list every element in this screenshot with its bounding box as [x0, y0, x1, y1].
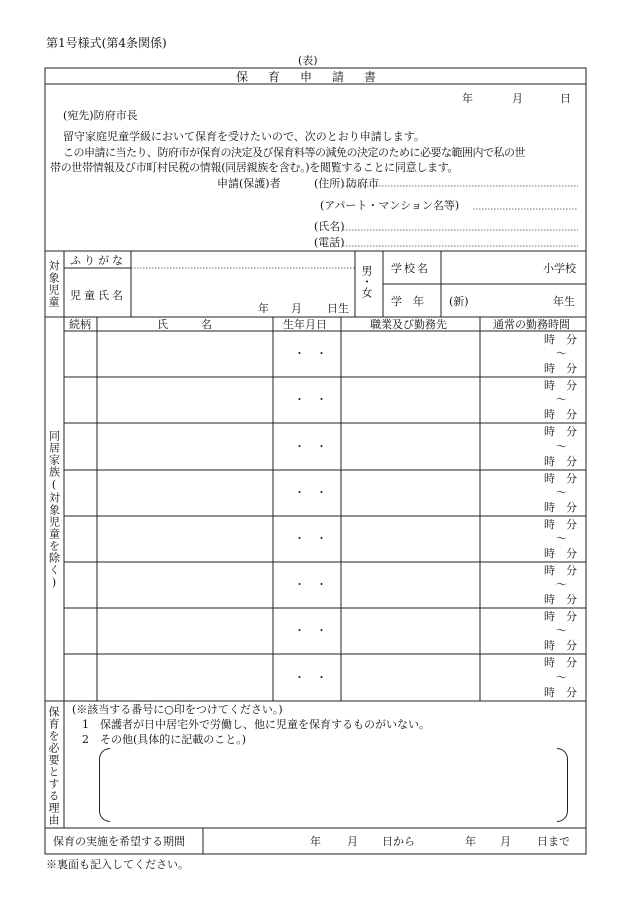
hours-separator: 〜 [556, 393, 567, 406]
reason-option-2[interactable]: 2 その他(具体的に記載のこと。) [82, 733, 247, 746]
family-relation-field[interactable] [66, 379, 95, 421]
statement-apply: 留守家庭児童学級において保育を受けたいので、次のとおり申請します。 [63, 130, 425, 143]
col-dob: 生年月日 [283, 318, 327, 331]
col-hours: 通常の勤務時間 [493, 318, 570, 331]
grade-suffix: 年生 [553, 295, 575, 308]
hours-from[interactable]: 時 分 [544, 564, 577, 577]
apartment-field[interactable] [474, 198, 578, 210]
statement-consent-2: 帯の世帯情報及び市町村民税の情報(同居親族を含む。)を閲覧することに同意します。 [50, 161, 459, 174]
period-from-year: 年 [310, 835, 321, 848]
col-job: 職業及び勤務先 [370, 318, 447, 331]
dob-dots[interactable]: ・ ・ [294, 624, 327, 637]
school-field[interactable] [443, 260, 539, 280]
school-suffix: 小学校 [543, 262, 576, 275]
period-to-month: 月 [500, 835, 511, 848]
period-from-day: 日から [382, 835, 415, 848]
family-job-field[interactable] [343, 333, 478, 375]
date-year-label: 年 [462, 92, 473, 105]
family-name-field[interactable] [99, 472, 271, 514]
hours-to[interactable]: 時 分 [544, 408, 577, 421]
family-relation-field[interactable] [66, 656, 95, 699]
family-job-field[interactable] [343, 425, 478, 468]
hours-from[interactable]: 時 分 [544, 518, 577, 531]
hours-to[interactable]: 時 分 [544, 455, 577, 468]
applicant-label: 申請(保護)者 [217, 177, 281, 190]
family-job-field[interactable] [343, 518, 478, 560]
hours-separator: 〜 [556, 578, 567, 591]
furigana-label: ふりがな [70, 254, 126, 267]
hours-from[interactable]: 時 分 [544, 425, 577, 438]
family-section-label: 同居家族(対象児童を除く) [47, 430, 61, 590]
family-relation-field[interactable] [66, 564, 95, 606]
birth-day-label: 日生 [327, 302, 349, 315]
hours-to[interactable]: 時 分 [544, 547, 577, 560]
hours-to[interactable]: 時 分 [544, 501, 577, 514]
reason-detail-field[interactable] [112, 750, 554, 818]
col-relation: 続柄 [69, 318, 91, 331]
furigana-field[interactable] [133, 253, 353, 267]
applicant-name-field[interactable] [343, 219, 578, 231]
family-job-field[interactable] [343, 472, 478, 514]
address-field[interactable]: 防府市 [346, 177, 379, 190]
family-name-field[interactable] [99, 379, 271, 421]
date-month-label: 月 [512, 92, 523, 105]
dob-dots[interactable]: ・ ・ [294, 486, 327, 499]
hours-from[interactable]: 時 分 [544, 656, 577, 669]
family-job-field[interactable] [343, 564, 478, 606]
period-to-year: 年 [465, 835, 476, 848]
hours-to[interactable]: 時 分 [544, 686, 577, 699]
family-relation-field[interactable] [66, 518, 95, 560]
grade-field[interactable] [480, 292, 550, 312]
family-name-field[interactable] [99, 518, 271, 560]
dob-dots[interactable]: ・ ・ [294, 393, 327, 406]
family-job-field[interactable] [343, 610, 478, 652]
form-title: 保 育 申 請 書 [236, 70, 381, 84]
birth-year-label: 年 [258, 302, 269, 315]
child-section-label: 対象児童 [47, 260, 60, 308]
footnote: ※裏面も記入してください。 [46, 858, 189, 871]
child-name-label: 児童氏名 [70, 289, 126, 302]
left-bracket [99, 748, 110, 822]
period-label: 保育の実施を希望する期間 [53, 835, 185, 848]
hours-separator: 〜 [556, 532, 567, 545]
name-label: (氏名) [314, 220, 345, 233]
family-job-field[interactable] [343, 379, 478, 421]
date-day-label: 日 [560, 92, 571, 105]
school-label: 学校名 [391, 262, 430, 275]
hours-to[interactable]: 時 分 [544, 362, 577, 375]
hours-separator: 〜 [556, 486, 567, 499]
period-to-day: 日まで [537, 835, 570, 848]
form-number: 第1号様式(第4条関係) [46, 36, 167, 50]
family-name-field[interactable] [99, 610, 271, 652]
hours-separator: 〜 [556, 347, 567, 360]
phone-label: (電話) [314, 236, 345, 249]
period-field[interactable] [205, 830, 584, 852]
family-job-field[interactable] [343, 656, 478, 699]
apartment-label: (アパート・マンション名等) [320, 199, 460, 212]
family-relation-field[interactable] [66, 610, 95, 652]
period-from-month: 月 [347, 835, 358, 848]
dob-dots[interactable]: ・ ・ [294, 532, 327, 545]
family-name-field[interactable] [99, 564, 271, 606]
sex-selector[interactable]: 男・女 [360, 265, 373, 298]
reason-section-label: 保育を必要とする理由 [47, 706, 60, 826]
family-name-field[interactable] [99, 425, 271, 468]
family-name-field[interactable] [99, 656, 271, 699]
grade-label: 学 年 [391, 295, 424, 308]
family-relation-field[interactable] [66, 333, 95, 375]
dob-dots[interactable]: ・ ・ [294, 347, 327, 360]
dob-dots[interactable]: ・ ・ [294, 578, 327, 591]
side-indicator: (表) [298, 54, 318, 67]
reason-instruction: (※該当する番号に○印をつけてください。) [72, 703, 283, 716]
hours-separator: 〜 [556, 670, 567, 684]
hours-separator: 〜 [556, 439, 567, 453]
hours-separator: 〜 [556, 624, 567, 637]
addressee: (宛先)防府市長 [63, 109, 138, 122]
dob-dots[interactable]: ・ ・ [294, 670, 327, 684]
family-name-field[interactable] [99, 333, 271, 375]
applicant-phone-field[interactable] [343, 235, 578, 247]
family-relation-field[interactable] [66, 425, 95, 468]
hours-from[interactable]: 時 分 [544, 333, 577, 346]
address-label: (住所) [314, 177, 345, 190]
col-name: 氏 名 [157, 318, 212, 331]
hours-from[interactable]: 時 分 [544, 472, 577, 485]
hours-to[interactable]: 時 分 [544, 593, 577, 606]
reason-option-1[interactable]: 1 保護者が日中居宅外で労働し、他に児童を保育するものがいない。 [82, 718, 430, 731]
right-bracket [557, 748, 568, 822]
child-name-field[interactable] [133, 270, 353, 296]
statement-consent-1: この申請に当たり、防府市が保育の決定及び保育料等の減免の決定のために必要な範囲内で私の世 [63, 146, 525, 159]
family-relation-field[interactable] [66, 472, 95, 514]
birth-month-label: 月 [291, 302, 302, 315]
hours-to[interactable]: 時 分 [544, 639, 577, 652]
grade-new: (新) [449, 295, 469, 308]
hours-from[interactable]: 時 分 [544, 379, 577, 392]
hours-from[interactable]: 時 分 [544, 610, 577, 623]
dob-dots[interactable]: ・ ・ [294, 439, 327, 453]
